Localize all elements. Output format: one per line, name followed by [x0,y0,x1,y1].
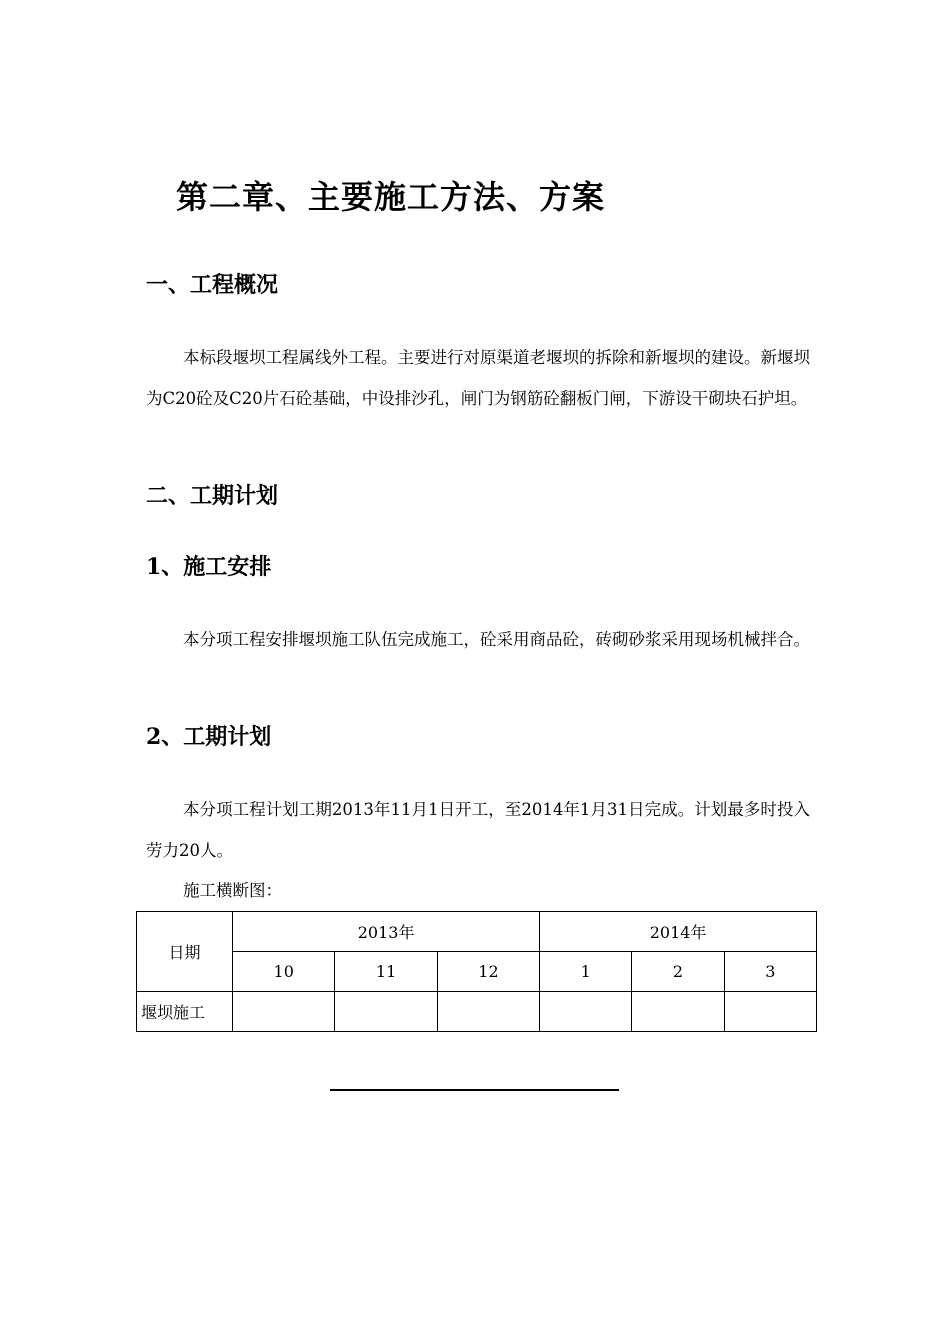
section-heading-schedule: 二、工期计划 [146,483,279,509]
construction-schedule-table [136,911,817,1032]
table-header-row-months [137,952,817,992]
schedule-cell [233,992,335,1032]
table-header-row-years [137,912,817,952]
month-cell: 3 [724,952,816,992]
year-2014-cell: 2014年 [540,912,817,952]
overview-paragraph: 本标段堰坝工程属线外工程。主要进行对原渠道老堰坝的拆除和新堰坝的建设。新堰坝为C20砼及C20片石砼基础，中设排沙孔，闸门为钢筋砼翻板门闸，下游设干砌块石护坦。 [146,348,810,408]
subsection-heading-plan: 2、工期计划 [146,724,272,750]
page-title: 第二章、主要施工方法、方案 [176,178,606,216]
schedule-cell [632,992,724,1032]
month-cell: 10 [233,952,335,992]
date-label-cell: 日期 [137,912,233,992]
plan-paragraph: 本分项工程计划工期2013年11月1日开工，至2014年1月31日完成。计划最多时投入劳力20人。 [146,800,810,860]
year-2013-cell: 2013年 [233,912,540,952]
subsection-heading-arrangement: 1、施工安排 [146,554,272,580]
arrangement-paragraph: 本分项工程安排堰坝施工队伍完成施工，砼采用商品砼，砖砌砂浆采用现场机械拌合。 [183,630,810,649]
month-cell: 12 [437,952,539,992]
schedule-cell [335,992,437,1032]
month-cell: 11 [335,952,437,992]
row-label-cell: 堰坝施工 [137,992,233,1032]
month-cell: 2 [632,952,724,992]
schedule-cell [437,992,539,1032]
schedule-cell [540,992,632,1032]
section-heading-overview: 一、工程概况 [146,272,279,298]
table-caption: 施工横断图： [183,881,282,900]
table-row [137,992,817,1032]
footer-divider [330,1089,619,1091]
month-cell: 1 [540,952,632,992]
schedule-cell [724,992,816,1032]
